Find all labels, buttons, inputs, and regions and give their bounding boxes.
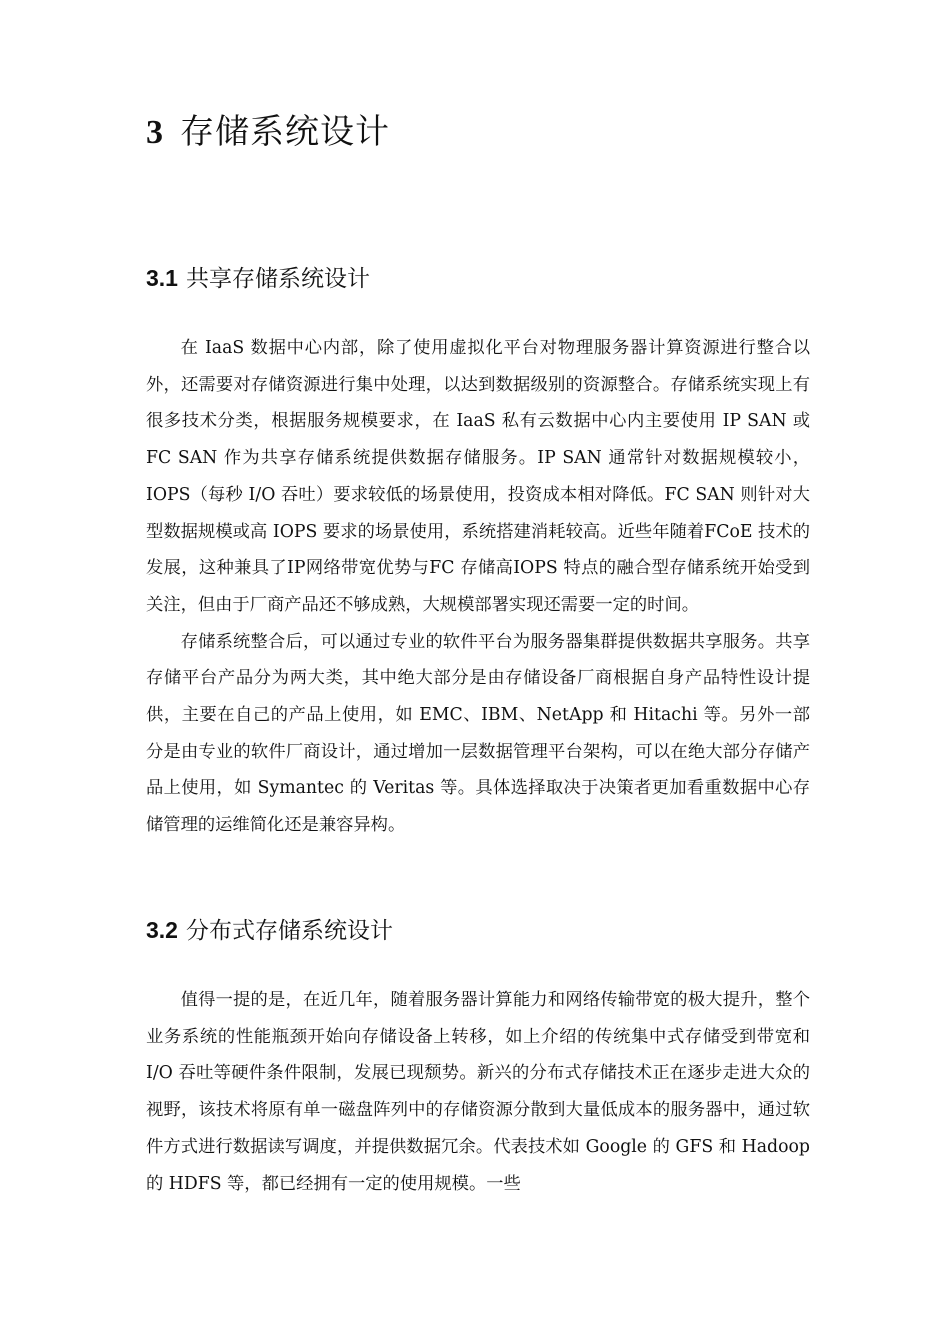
chapter-title-text: 存储系统设计	[180, 112, 390, 152]
section-number: 3.1	[146, 265, 178, 291]
section-title-text: 共享存储系统设计	[185, 266, 370, 292]
section-body-3-2	[146, 982, 810, 1202]
body-paragraph: 在 IaaS 数据中心内部，除了使用虚拟化平台对物理服务器计算资源进行整合以外，还需要对存储资源进行集中处理，以达到数据级别的资源整合。存储系统实现上有很多技术分类，根据服务规模要求，在 IaaS 私有云数据中心内主要使用 IP SAN 或 FC SAN 作为共享存储系统提供数据存储服务。IP SAN 通常针对数据规模较小，IOPS（每秒 I/O 吞吐）要求较低的场景使用，投资成本相对降低。FC SAN 则针对大型数据规模或高 IOPS 要求的场景使用，系统搭建消耗较高。近些年随着FCoE 技术的发展，这种兼具了IP网络带宽优势与FC 存储高IOPS 特点的融合型存储系统开始受到关注，但由于厂商产品还不够成熟，大规模部署实现还需要一定的时间。	[146, 338, 810, 615]
chapter-title	[146, 108, 390, 157]
section-number: 3.2	[146, 917, 178, 943]
body-paragraph: 存储系统整合后，可以通过专业的软件平台为服务器集群提供数据共享服务。共享存储平台产品分为两大类，其中绝大部分是由存储设备厂商根据自身产品特性设计提供，主要在自己的产品上使用，如 EMC、IBM、NetApp 和 Hitachi 等。另外一部分是由专业的软件厂商设计，通过增加一层数据管理平台架构，可以在绝大部分存储产品上使用，如 Symantec 的 Veritas 等。具体选择取决于决策者更加看重数据中心存储管理的运维简化还是兼容异构。	[146, 631, 810, 836]
chapter-number: 3	[146, 114, 164, 151]
body-paragraph: 值得一提的是，在近几年，随着服务器计算能力和网络传输带宽的极大提升，整个业务系统的性能瓶颈开始向存储设备上转移，如上介绍的传统集中式存储受到带宽和 I/O 吞吐等硬件条件限制，发展已现颓势。新兴的分布式存储技术正在逐步走进大众的视野，该技术将原有单一磁盘阵列中的存储资源分散到大量低成本的服务器中，通过软件方式进行数据读写调度，并提供数据冗余。代表技术如 Google 的 GFS 和 Hadoop 的 HDFS 等，都已经拥有一定的使用规模。一些	[146, 990, 810, 1194]
section-title-text: 分布式存储系统设计	[185, 918, 393, 944]
section-title-3-1	[146, 262, 370, 295]
section-body-3-1	[146, 330, 810, 844]
section-title-3-2	[146, 914, 393, 947]
